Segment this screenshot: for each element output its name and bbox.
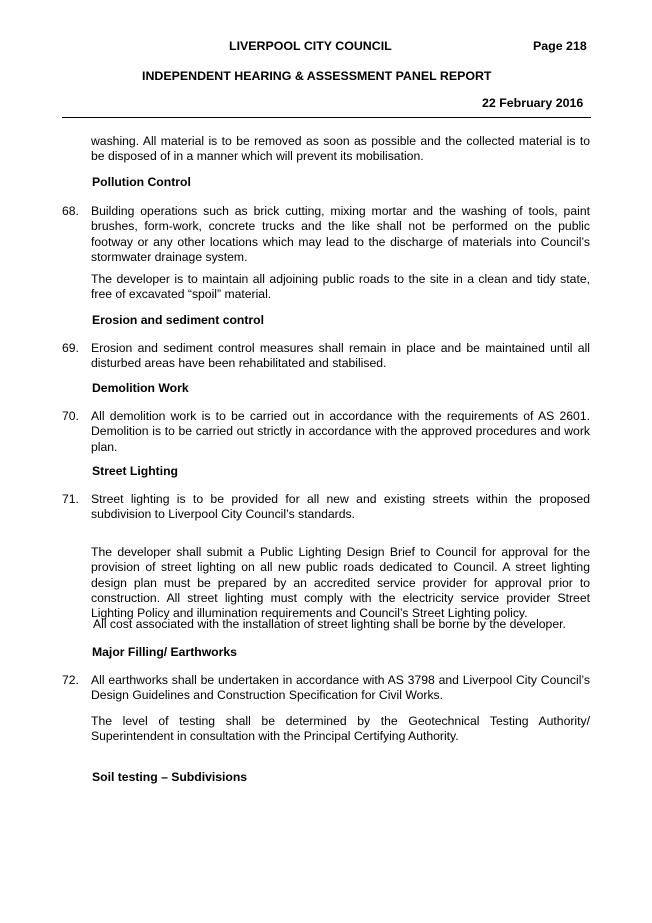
condition-number: 68. [62, 204, 79, 218]
condition-71-text: Street lighting is to be provided for all new and existing streets within the proposed subdivision to Liverpool City Council’s standards. [91, 492, 590, 522]
condition-68-text-2: The developer is to maintain all adjoining public roads to the site in a clean and tidy state, free of excavated “spoil” material. [91, 272, 590, 302]
condition-72-text-2: The level of testing shall be determined by the Geotechnical Testing Authority/ Superintendent in consultation with the Principal Certifying Authority. [91, 714, 590, 744]
condition-68-text: Building operations such as brick cutting, mixing mortar and the washing of tools, paint brushes, form-work, concrete trucks and the like shall not be performed on the public footway or any other locations which may lead to the discharge of materials into Council’s stormwater drainage system. [91, 204, 590, 264]
condition-71-text-2: The developer shall submit a Public Lighting Design Brief to Council for approval for the provision of street lighting on all new public roads dedicated to Council. A street lighting design plan must be prepared by an accredited service provider for approval prior to construction. All street lighting must comply with the electricity service provider Street Lighting Policy and illumination requirements and Council’s Street Lighting policy. [91, 545, 590, 621]
page-number: Page 218 [533, 39, 587, 53]
condition-number: 70. [62, 409, 79, 423]
condition-71-text-3: All cost associated with the installation of street lighting shall be borne by the developer. [93, 617, 566, 631]
heading-erosion-control: Erosion and sediment control [92, 313, 264, 327]
condition-number: 71. [62, 492, 79, 506]
heading-pollution-control: Pollution Control [92, 175, 191, 189]
condition-70-text: All demolition work is to be carried out in accordance with the requirements of AS 2601. Demolition is to be carried out strictly in accordance with the approved procedures and work plan. [91, 409, 590, 454]
header-rule [62, 117, 591, 118]
report-date: 22 February 2016 [482, 96, 584, 110]
condition-number: 72. [62, 673, 79, 687]
intro-paragraph: washing. All material is to be removed as soon as possible and the collected material is to be disposed of in a manner which will prevent its mobilisation. [91, 134, 590, 164]
heading-street-lighting: Street Lighting [92, 464, 178, 478]
heading-major-filling: Major Filling/ Earthworks [92, 645, 237, 659]
report-title: INDEPENDENT HEARING & ASSESSMENT PANEL REPORT [142, 69, 492, 83]
heading-soil-testing: Soil testing – Subdivisions [92, 770, 248, 784]
condition-number: 69. [62, 341, 79, 355]
council-name: LIVERPOOL CITY COUNCIL [229, 39, 392, 53]
heading-demolition-work: Demolition Work [92, 381, 189, 395]
condition-72-text: All earthworks shall be undertaken in accordance with AS 3798 and Liverpool City Council’s Design Guidelines and Construction Specification for Civil Works. [91, 673, 590, 703]
condition-69-text: Erosion and sediment control measures shall remain in place and be maintained until all disturbed areas have been rehabilitated and stabilised. [91, 341, 590, 371]
